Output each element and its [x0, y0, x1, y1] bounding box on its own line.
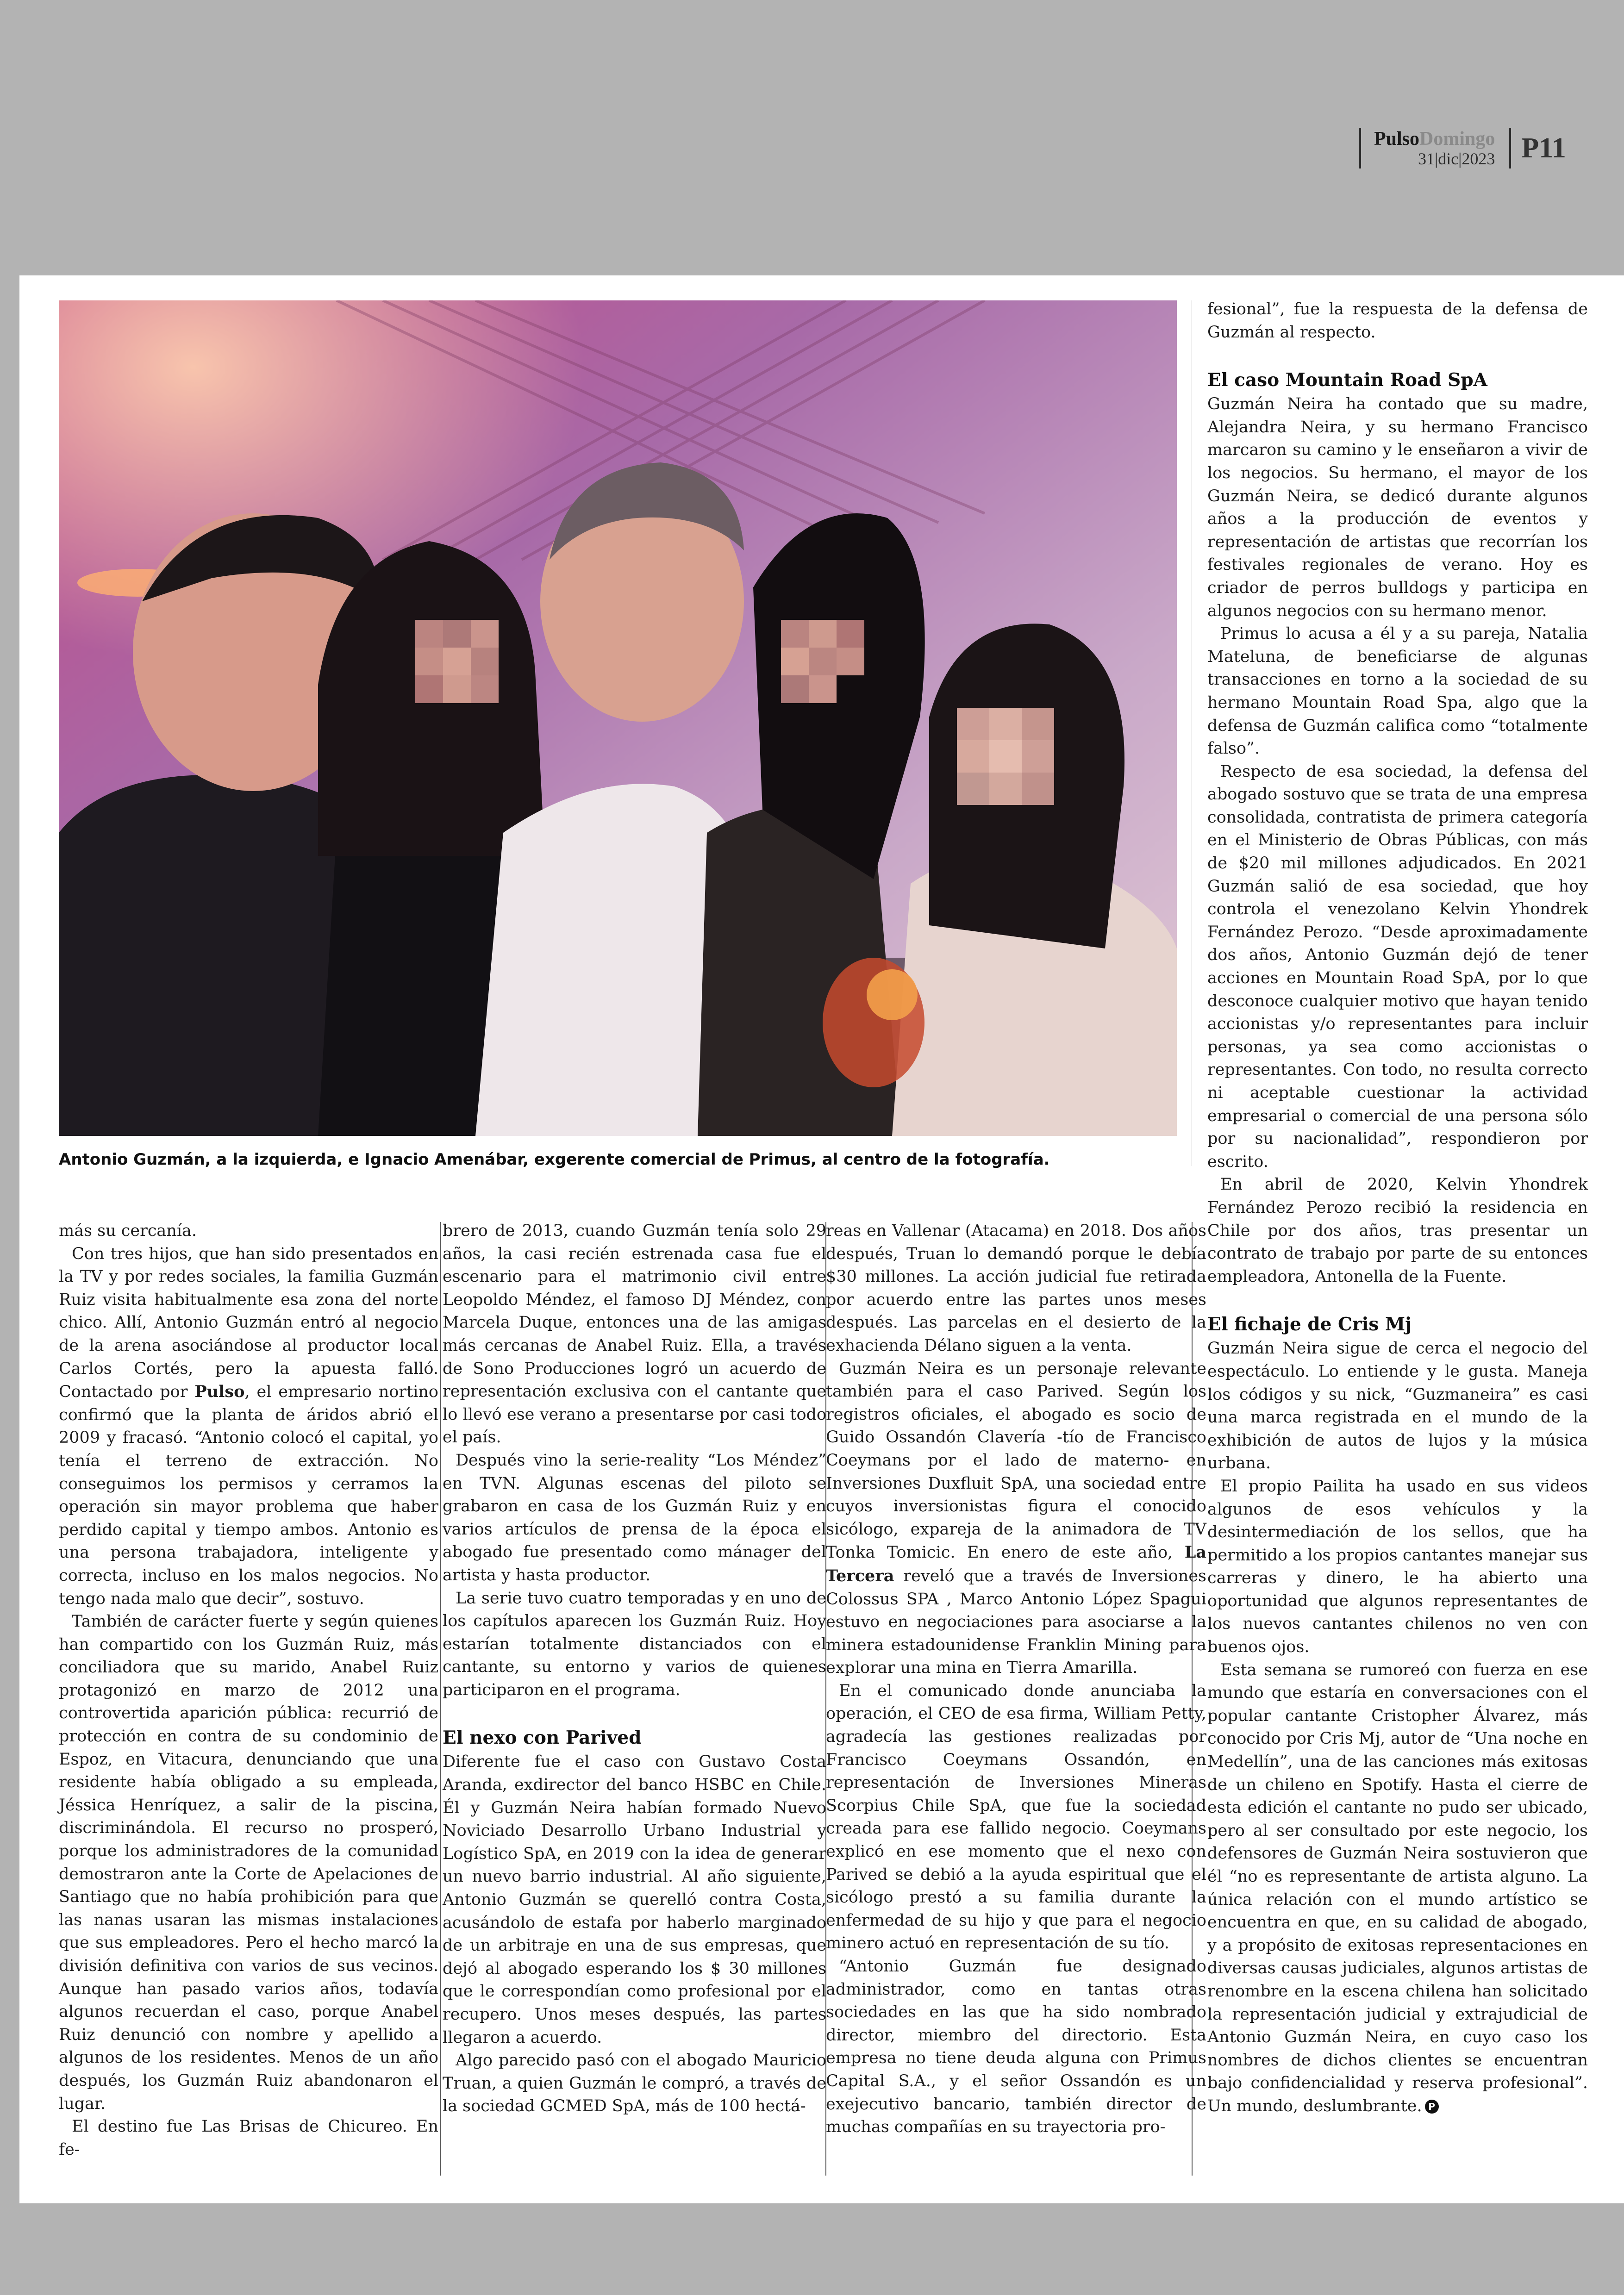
- masthead-rule: [1359, 128, 1361, 168]
- brand-sub: Domingo: [1419, 128, 1495, 150]
- paragraph: fesional”, fue la respuesta de la defensa de Guzmán al respecto.: [1207, 300, 1588, 342]
- column-rule: [440, 1222, 441, 2176]
- masthead-text: [1374, 128, 1495, 168]
- paragraph: más su cercanía.: [59, 1222, 197, 1240]
- paragraph: [59, 1243, 438, 1611]
- article-photo: [59, 300, 1177, 1136]
- photo-illustration: [59, 300, 1177, 1136]
- paragraph-text: , el empresario nortino confirmó que la planta de áridos abrió el 2009 y fracasó. “Antonio colocó el capital, yo tenía el terreno de extracción. No conseguimos los permisos y cerramos la operación sin mayor problema que haber perdido capital y tiempo ambos. Antonio es una persona trabajadora, inteligente y correcta, incluso en los malos negocios. No tengo nada malo que decir”, sostuvo.: [59, 1383, 438, 1608]
- masthead: [1359, 125, 1566, 171]
- newspaper-page: [19, 275, 1624, 2203]
- paragraph: La serie tuvo cuatro temporadas y en uno de los capítulos aparecen los Guzmán Ruiz. Hoy estarían totalmente distanciados con el cantante, su entorno y varios de quienes participaron en el programa.: [443, 1589, 826, 1699]
- paragraph-text: Esta semana se rumoreó con fuerza en ese mundo que estaría en conversaciones con el popular cantante Cristopher Álvarez, más conocido por Cris Mj, autor de “Una noche en Medellín”, una de las canciones más exitosas de un chileno en Spotify. Hasta el cierre de esta edición el cantante no pudo ser ubicado, pero al ser consultado por este negocio, los defensores de Guzmán Neira sostuvieron que él “no es representante de artista alguno. La única relación con el mundo artístico se encuentra en que, en su calidad de abogado, y a propósito de exitosas representaciones en diversas causas judiciales, algunos artistas de renombre en la escena chilena han solicitado la representación judicial y extrajudicial de Antonio Guzmán Neira, en cuyo caso los nombres de dichos clientes se encuentran bajo confidencialidad y reserva profesional”. Un mundo, deslumbrante.: [1207, 1660, 1588, 2115]
- paragraph-text: Con tres hijos, que han sido presentados en la TV y por redes sociales, la familia Guzmán Ruiz visita habitualmente esa zona del norte chico. Allí, Antonio Guzmán entró al negocio de la arena asociándose al productor local Carlos Cortés, pero la apuesta falló. Contactado por: [59, 1244, 438, 1402]
- article-column-2: [443, 1220, 826, 2118]
- brand-name: Pulso: [1374, 128, 1420, 150]
- paragraph: [826, 1358, 1206, 1680]
- end-mark-icon: P: [1425, 2100, 1439, 2114]
- page-number: P11: [1509, 128, 1566, 168]
- paragraph: También de carácter fuerte y según quienes han compartido con los Guzmán Ruiz, más conciliadora que su marido, Anabel Ruiz protagonizó en marzo de 2012 una controvertida aparición pública: recurrió de protección en contra de su condominio de Espoz, en Vitacura, denunciando que una residente había obligado a su empleada, Jéssica Henríquez, a salir de la piscina, discriminándola. El recurso no prosperó, porque los administradores de la comunidad demostraron ante la Corte de Apelaciones de Santiago que no había prohibición para que las nanas usaran las mismas instalaciones que sus empleadores. Pero el hecho marcó la división definitiva con varios de sus vecinos. Aunque han pasado varios años, todavía algunos recuerdan el caso, porque Anabel Ruiz denunció con nombre y apellido a algunos de los residentes. Menos de un año después, los Guzmán Ruiz abandonaron el lugar.: [59, 1612, 438, 2113]
- paragraph: brero de 2013, cuando Guzmán tenía solo 29 años, la casi recién estrenada casa fue el escenario para el matrimonio civil entre Leopoldo Méndez, el famoso DJ Méndez, con Marcela Duque, entonces una de las amigas más cercanas de Anabel Ruiz. Ella, a través de Sono Producciones logró un acuerdo de representación exclusiva con el cantante que lo llevó ese verano a presentarse por casi todo el país.: [443, 1222, 826, 1447]
- paragraph: Guzmán Neira sigue de cerca el negocio del espectáculo. Lo entiende y le gusta. Maneja los códigos y su nick, “Guzmaneira” es casi una marca registrada en el mundo de la exhibición de autos de lujos y la música urbana.: [1207, 1339, 1588, 1473]
- paragraph: Primus lo acusa a él y a su pareja, Natalia Mateluna, de beneficiarse de algunas transacciones en torno a la sociedad de su hermano Mountain Road Spa, algo que la defensa de Guzmán califica como “totalmente falso”.: [1207, 624, 1588, 758]
- paragraph: Guzmán Neira ha contado que su madre, Alejandra Neira, y su hermano Francisco marcaron su camino y le enseñaron a vivir de los negocios. Su hermano, el mayor de los Guzmán Neira, se dedicó durante algunos años a la producción de eventos y representación de artistas que recorrían los festivales regionales de verano. Hoy es criador de perros bulldogs y participa en algunos negocios con su hermano menor.: [1207, 395, 1588, 620]
- section-heading: El nexo con Parived: [443, 1727, 642, 1749]
- article-column-4: [1207, 298, 1588, 2118]
- publication-ref: Pulso: [194, 1382, 245, 1402]
- paragraph: En el comunicado donde anunciaba la operación, el CEO de esa firma, William Petty, agradecía las gestiones realizadas por Francisco Coeymans Ossandón, en representación de Inversiones Mineras Scorpius Chile SpA, que fue la sociedad creada para ese fallido negocio. Coeymans explicó en ese momento que el nexo con Parived se debió a la ayuda espiritual que el sicólogo prestó a su familia durante la enfermedad de su hijo y que para el negocio minero actuó en representación de su tío.: [826, 1681, 1206, 1953]
- paragraph: [1207, 1659, 1588, 2118]
- photo-caption: Antonio Guzmán, a la izquierda, e Ignacio Amenábar, exgerente comercial de Primus, al centro de la fotografía.: [59, 1150, 1050, 1169]
- paragraph: “Antonio Guzmán fue designado administrador, como en tantas otras sociedades en las que ha sido nombrado director, miembro del directorio. Esta empresa no tiene deuda alguna con Primus Capital S.A., y el señor Ossandón es un exejecutivo bancario, también director de muchas compañías en su trayectoria pro-: [826, 1957, 1206, 2137]
- paragraph: El propio Pailita ha usado en sus videos algunos de esos vehículos y la desintermediación de los sellos, que ha permitido a los propios cantantes manejar sus carreras y dinero, le ha abierto una oportunidad que algunos representantes de los nuevos cantantes chilenos no ven con buenos ojos.: [1207, 1477, 1588, 1657]
- publication-name: [1374, 128, 1495, 150]
- paragraph: Algo parecido pasó con el abogado Mauricio Truan, a quien Guzmán le compró, a través de la sociedad GCMED SpA, más de 100 hectá-: [443, 2051, 826, 2116]
- paragraph-text: Guzmán Neira es un personaje relevante también para el caso Parived. Según los registros oficiales, el abogado es socio de Guido Ossandón Clavería -tío de Francisco Coeymans por el lado de materno- en Inversiones Duxfluit SpA, una sociedad entre cuyos inversionistas figura el conocido sicólogo, expareja de la animadora de TV Tonka Tomicic. En enero de este año,: [826, 1359, 1206, 1562]
- paragraph: Después vino la serie-reality “Los Méndez” en TVN. Algunas escenas del piloto se grabaron en casa de los Guzmán Ruiz y en varios artículos de prensa de la época el abogado fue presentado como mánager del artista y hasta productor.: [443, 1451, 826, 1584]
- article-column-1: [59, 1220, 438, 2161]
- paragraph: reas en Vallenar (Atacama) en 2018. Dos años después, Truan lo demandó porque le debía $30 millones. La acción judicial fue retirada por acuerdo entre las partes unos meses después. Las parcelas en el desierto de la exhacienda Délano siguen a la venta.: [826, 1222, 1206, 1355]
- paragraph-text: reveló que a través de Inversiones Colossus SPA , Marco Antonio López Spagui estuvo en negociaciones para asociarse a la minera estadounidense Franklin Mining para explorar una mina en Tierra Amarilla.: [826, 1566, 1206, 1678]
- section-heading: El caso Mountain Road SpA: [1207, 369, 1487, 391]
- paragraph: En abril de 2020, Kelvin Yhondrek Fernández Perozo recibió la residencia en Chile por dos años, tras presentar un contrato de trabajo por parte de su entonces empleadora, Antonella de la Fuente.: [1207, 1175, 1588, 1286]
- paragraph: El destino fue Las Brisas de Chicureo. En fe-: [59, 2117, 438, 2159]
- publication-date: 31|dic|2023: [1418, 150, 1495, 168]
- article-column-3: [826, 1220, 1206, 2139]
- publication-ref: La Tercera: [826, 1543, 1206, 1585]
- section-heading: El fichaje de Cris Mj: [1207, 1314, 1412, 1335]
- paragraph: Respecto de esa sociedad, la defensa del abogado sostuvo que se trata de una empresa consolidada, contratista de primera categoría en el Ministerio de Obras Públicas, con más de $20 mil millones adjudicados. En 2021 Guzmán salió de esa sociedad, que hoy controla el venezolano Kelvin Yhondrek Fernández Perozo. “Desde aproximadamente dos años, Antonio Guzmán dejó de tener acciones en Mountain Road SpA, por lo que desconoce cualquier motivo que hayan tenido accionistas y/o representantes para incluir personas, ya sea como accionistas o representantes. Con todo, no resulta correcto ni aceptable cuestionar la actividad empresarial o comercial de una persona sólo por su nacionalidad”, respondieron por escrito.: [1207, 762, 1588, 1171]
- paragraph: Diferente fue el caso con Gustavo Costa Aranda, exdirector del banco HSBC en Chile. Él y Guzmán Neira habían formado Nuevo Noviciado Desarrollo Urbano Industrial y Logístico SpA, en 2019 con la idea de generar un nuevo barrio industrial. Al año siguiente, Antonio Guzmán se querelló contra Costa, acusándolo de estafa por haberlo marginado de un arbitraje en una de sus empresas, que dejó al abogado esperando los $ 30 millones que le correspondían como profesional por el recupero. Unos meses después, las partes llegaron a acuerdo.: [443, 1752, 826, 2047]
